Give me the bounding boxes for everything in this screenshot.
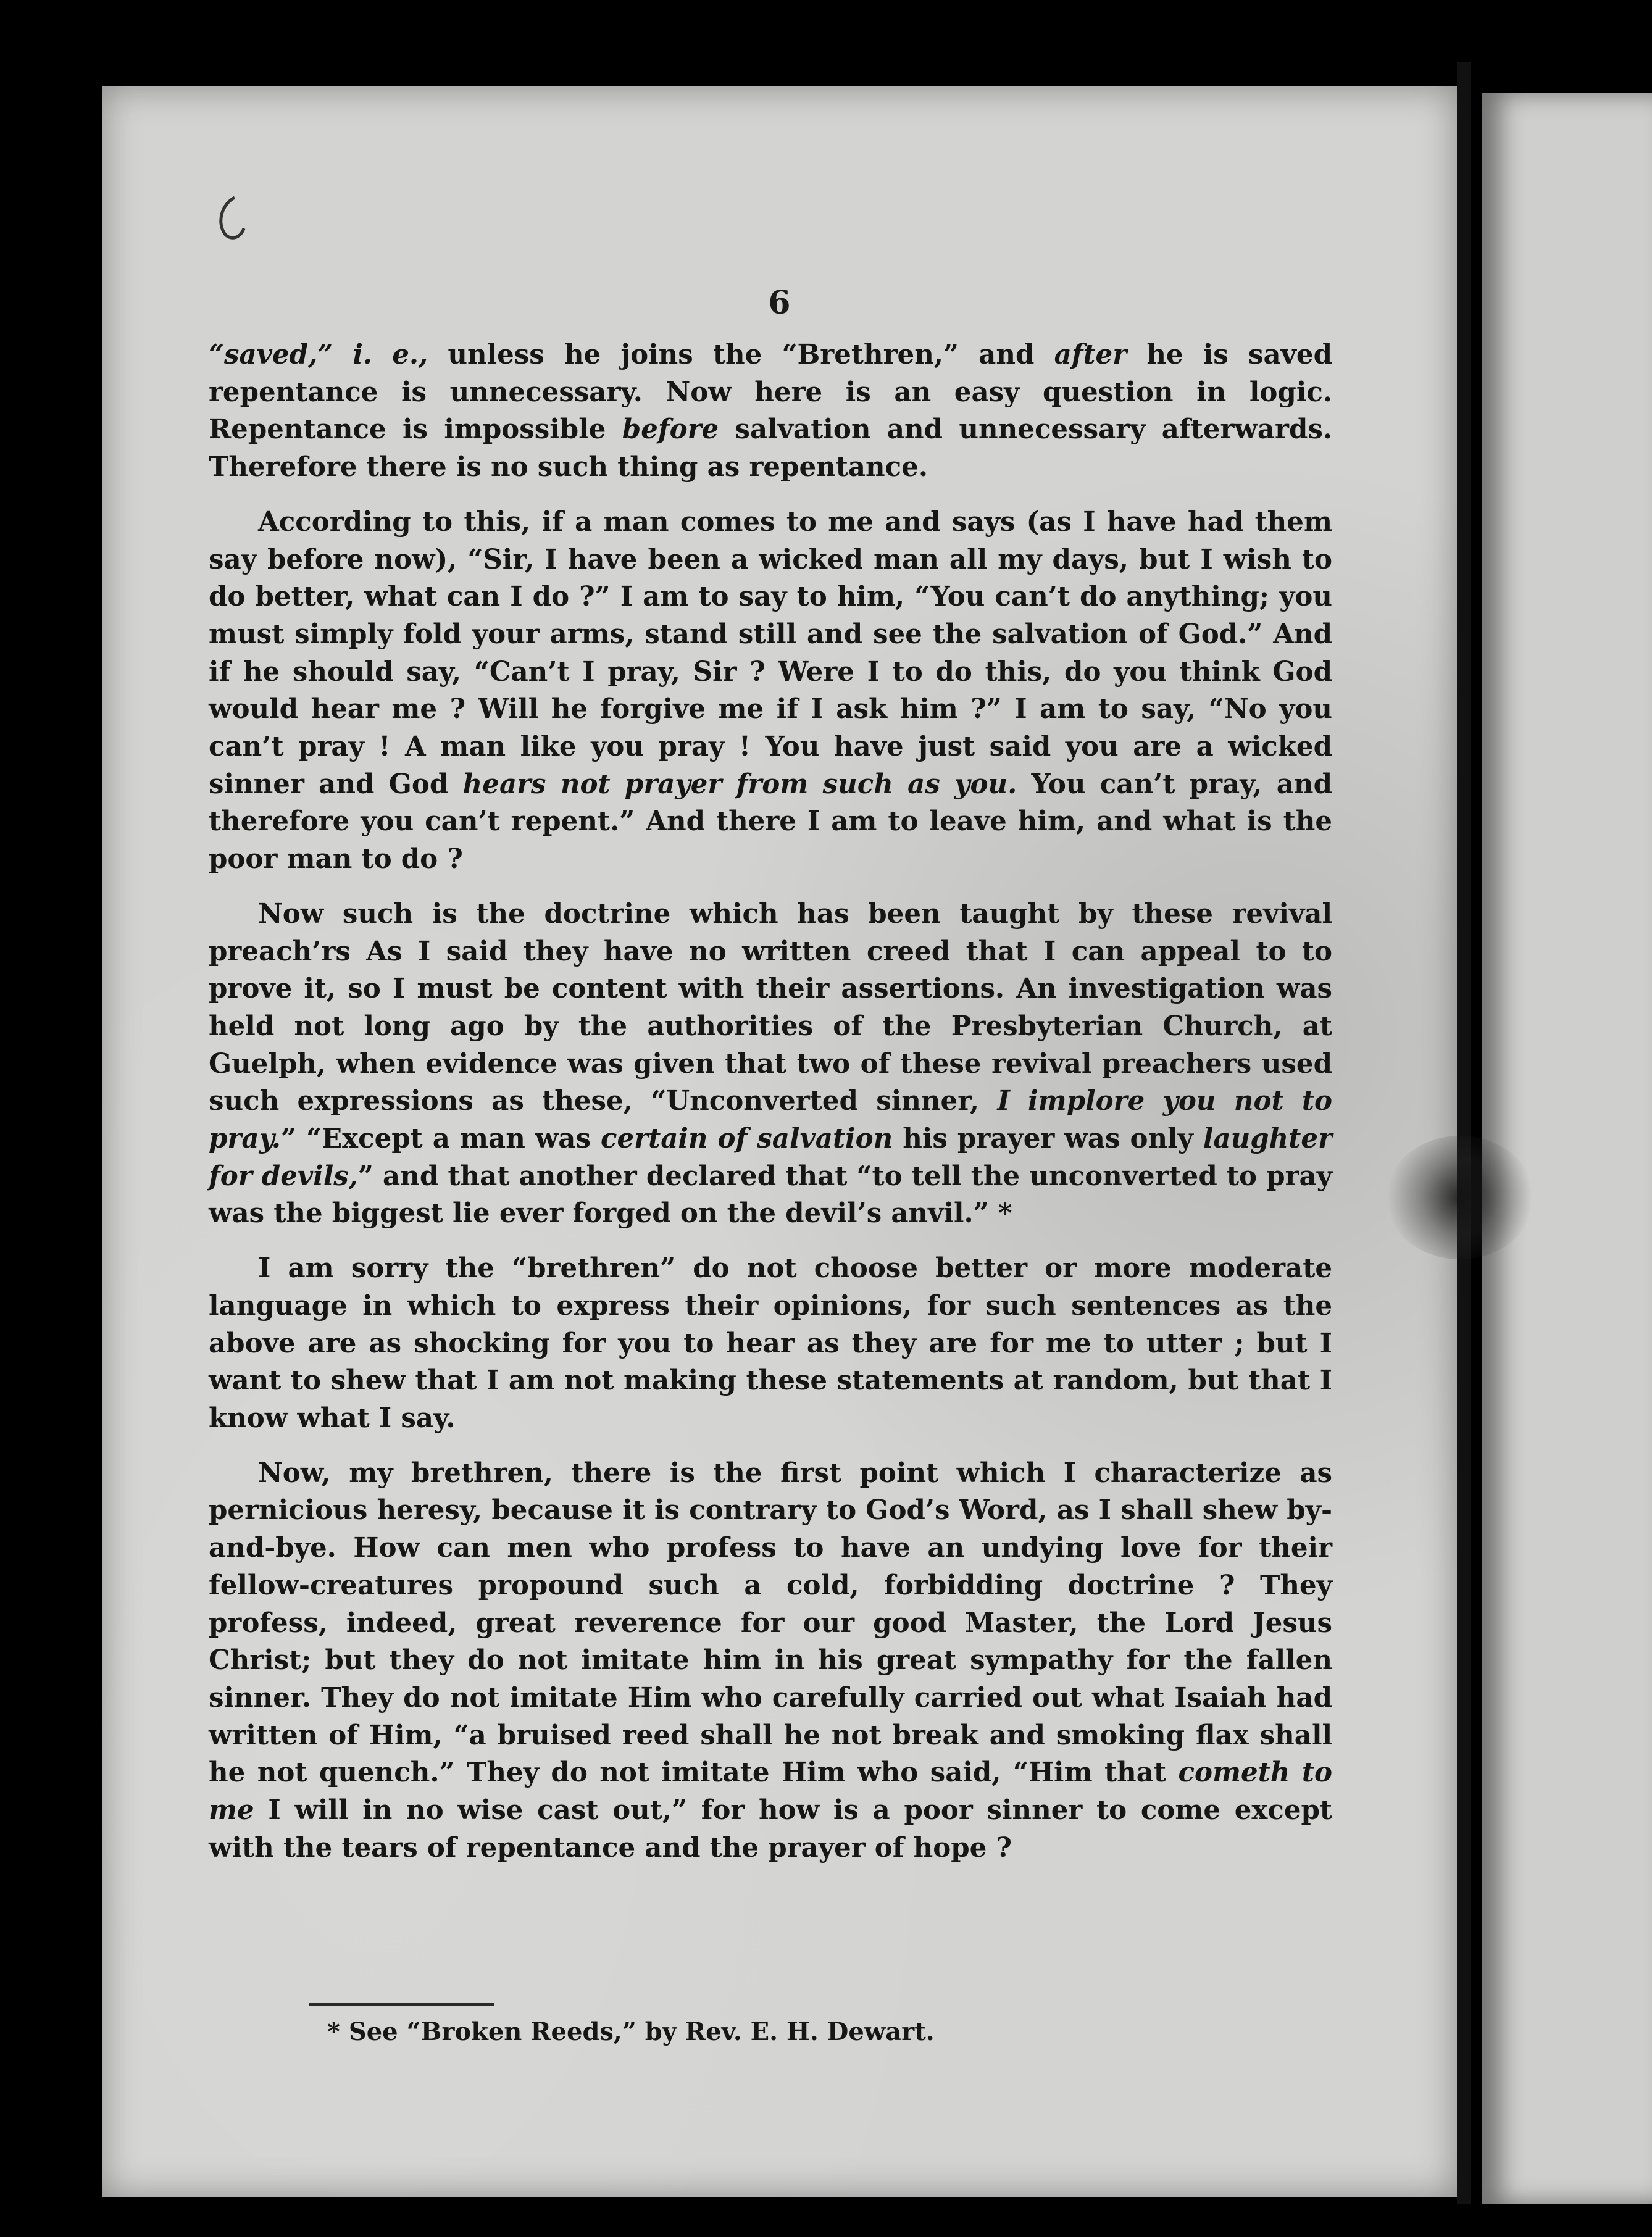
italic-text-run: cometh to me <box>209 1757 1332 1827</box>
text-run: his prayer was only <box>893 1123 1203 1155</box>
italic-text-run: before <box>622 414 719 446</box>
paragraph <box>209 336 1332 486</box>
footnote: * See “Broken Reeds,” by Rev. E. H. Dewart. <box>327 2017 935 2046</box>
footnote-rule <box>309 2003 494 2006</box>
paragraph <box>209 1250 1332 1438</box>
text-run: unless he joins the “Brethren,” and <box>428 339 1054 370</box>
ink-smudge <box>1386 1136 1534 1259</box>
text-run: he is saved repentance is unnecessary. Now here is an easy question in logic. Repentance is impossible <box>209 339 1332 446</box>
text-run: You can’t pray, and therefore you can’t repent.” And there I am to leave him, and what is the poor man to do ? <box>209 768 1332 875</box>
text-run: I am sorry the “brethren” do not choose better or more moderate language in which to express their opinions, for such sentences as the above are as shocking for you to hear as they are for me to utter ; but I want to shew that I am not making these statements at random, but that I know what I say. <box>209 1252 1332 1434</box>
italic-text-run: “saved,” i. e., <box>209 339 428 370</box>
paragraph <box>209 896 1332 1233</box>
italic-text-run: laughter for devils, <box>209 1123 1332 1192</box>
paragraph <box>209 1455 1332 1867</box>
italic-text-run: hears not prayer from such as you. <box>462 768 1017 800</box>
text-run: ” and that another declared that “to tell the unconverted to pray was the biggest lie ever forged on the devil’s anvil.” * <box>209 1160 1332 1230</box>
body-text <box>209 336 1332 1884</box>
text-run: Now, my brethren, there is the first point which I characterize as pernicious heresy, because it is contrary to God’s Word, as I shall shew by-and-bye. How can men who profess to have an undying love for their fellow-creatures propound such a cold, forbidding doctrine ? They profess, indeed, great reverence for our good Master, the Lord Jesus Christ; but they do not imitate him in his great sympathy for the fallen sinner. They do not imitate Him who carefully carried out what Isaiah had written of Him, “a bruised reed shall he not break and smoking flax shall he not quench.” They do not imitate Him who said, “Him that <box>209 1457 1332 1789</box>
text-run: Now such is the doctrine which has been taught by these revival preach’rs As I said they have no written creed that I can appeal to to prove it, so I must be content with their assertions. An investigation was held not long ago by the authorities of the Presbyterian Church, at Guelph, when evidence was given that two of these revival preachers used such expressions as these, “Unconverted sinner, <box>209 898 1332 1117</box>
book-spine-gutter <box>1457 62 1471 2204</box>
document-page <box>102 86 1457 2197</box>
text-run: I will in no wise cast out,” for how is a poor sinner to come except with the tears of repentance and the prayer of hope ? <box>209 1794 1332 1864</box>
page-number: 6 <box>768 284 791 322</box>
facing-page-edge <box>1482 93 1652 2204</box>
paragraph <box>209 504 1332 878</box>
italic-text-run: after <box>1054 339 1127 370</box>
text-run: According to this, if a man comes to me and says (as I have had them say before now), “Sir, I have been a wicked man all my days, but I wish to do better, what can I do ?” I am to say to him, “You can’t do anything; you must simply fold your arms, stand still and see the salvation of God.” And if he should say, “Can’t I pray, Sir ? Were I to do this, do you think God would hear me ? Will he forgive me if I ask him ?” I am to say, “No you can’t pray ! A man like you pray ! You have just said you are a wicked sinner and God <box>209 506 1332 800</box>
italic-text-run: I implore you not to pray. <box>209 1085 1332 1155</box>
pencil-mark-icon <box>210 191 253 247</box>
text-run: ” “Except a man was <box>280 1123 601 1155</box>
italic-text-run: certain of salvation <box>601 1123 893 1155</box>
text-run: salvation and unnecessary afterwards. Therefore there is no such thing as repentance. <box>209 414 1332 483</box>
